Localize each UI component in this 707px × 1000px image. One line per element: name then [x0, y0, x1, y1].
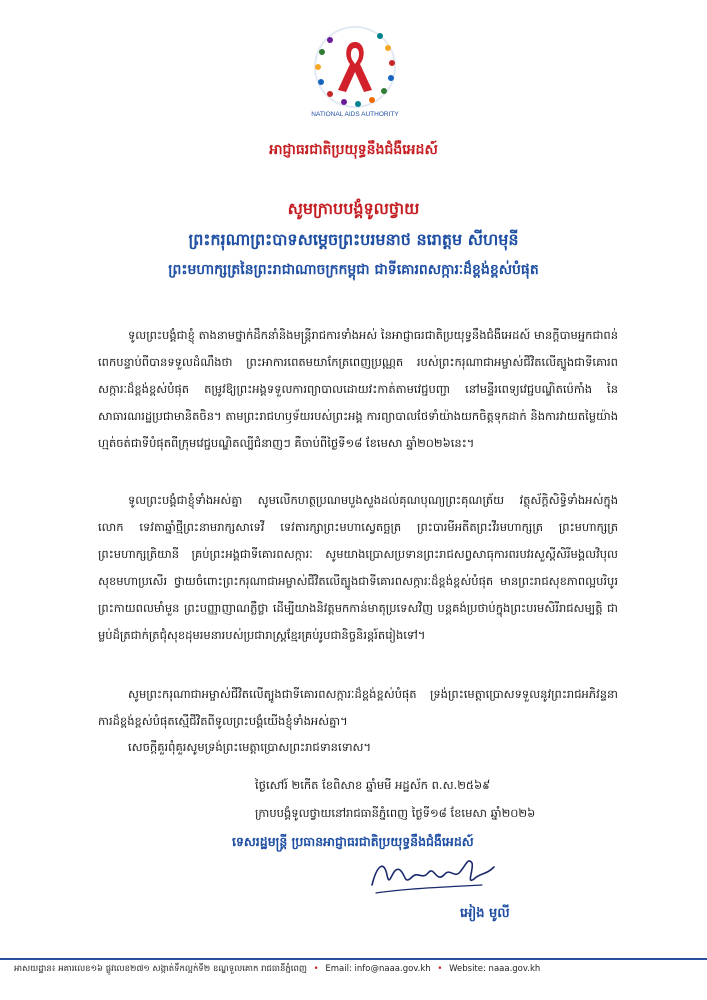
red-ribbon-icon [338, 42, 372, 92]
aids-ribbon-logo-icon [300, 12, 410, 122]
bullet-icon: • [313, 964, 319, 974]
salutation-line: សូមក្រាបបង្គំទូលថ្វាយ [287, 199, 420, 218]
organization-name: អាជ្ញាធរជាតិប្រយុទ្ធនឹងជំងឺអេដស៍ [269, 142, 438, 158]
footer-contact [14, 964, 704, 976]
footer-website[interactable]: Website: naaa.gov.kh [449, 964, 541, 974]
body-paragraph-1: ទូលព្រះបង្គំជាខ្ញុំ តាងនាមថ្នាក់ដឹកនាំនិងមន្ត្រីរាជការទាំងអស់ នៃអាជ្ញាធរជាតិប្រយុទ្ធនឹងជំងឺអេដស៍ មានក្ដីបាមអ្នកជាពន់ពេកបន្ទាប់ពីបានទទួលដំណឹងថា ព្រះអាការពេតមយាកែត្រពេញប្រណ្ណត របស់ព្រះករុណាជាអម្ចាស់ជីវិតលើត្បូងជាទីគោរពសក្ការៈដ៏ខ្ពង់ខ្ពស់បំផុត តម្រូវឱ្យព្រះអង្គទទួលការព្យាបាលដោយវះកាត់តាមវេជ្ជបញ្ជា នៅមន្ទីរពេទ្យវេជ្ជបណ្ឌិតប៉េកាំង នៃសាធារណរដ្ឋប្រជាមានិតចិន។ តាមព្រះរាជហឫទ័យរបស់ព្រះអង្គ ការព្យាបាលថែទាំយ៉ាងយកចិត្តទុកដាក់ និងការវាយតម្លៃយ៉ាងហ្មត់ចត់ជាទីបំផុតពីក្រុមវេជ្ជបណ្ឌិតល្បីជំនាញៗ គឺចាប់ពីថ្ងៃទី១៨ ខែមេសា ឆ្នាំ២០២៦នេះ។ [98, 328, 618, 450]
footer-divider [0, 958, 707, 960]
logo-caption: NATIONAL AIDS AUTHORITY [311, 111, 399, 118]
body-paragraph-2: ទូលព្រះបង្គំជាខ្ញុំទាំងអស់គ្នា សូមលើកហត្ថប្រណមបួងសួងដល់គុណបុណ្យព្រះគុណត្រ័យ វត្ថុស័ក្ដិសិទ្ធិទាំងអស់ក្នុងលោក ទេវតាឆ្នាំថ្មីព្រះនាមរាក្សសាទេវី ទេវតារក្សាព្រះមហាស្វេតច្ឆត្រ ព្រះបារមីអតីតព្រះវីរមហាក្សត្រ ព្រះមហាក្សត្រ ព្រះមហាក្សត្រិយានី គ្រប់ព្រះអង្គជាទីគោរពសក្ការៈ សូមយាងប្រោសប្រទានព្រះរាជសព្វសាធុការពរបវរសួស្ដីសិរីមង្គលវិបុលសុខមហាប្រសើរ ថ្វាយចំពោះព្រះករុណាជាអម្ចាស់ជីវិតលើត្បូងជាទីគោរពសក្ការៈដ៏ខ្ពង់ខ្ពស់បំផុត មានព្រះរាជសុខភាពល្អបរិបូរ ព្រះកាយពលមាំមួន ព្រះបញ្ញាញាណភ្លឺថ្លា ដើម្បីយាងនិវត្តមកកាន់មាតុប្រទេសវិញ បន្តគង់ប្រថាប់ក្នុងព្រះបរមសិរីរាជសម្បត្តិ ជាម្លប់ដ៏ត្រជាក់ត្រជុំសុខដុមរមនារបស់ប្រជារាស្ត្រខ្មែរគ្រប់រូបជានិច្ចនិរន្តរ៍តរៀងទៅ។ [98, 493, 618, 642]
recipient-honorific-line: ព្រះមហាក្សត្រនៃព្រះរាជាណាចក្រកម្ពុជា ជាទីគោរពសក្ការៈដ៏ខ្ពង់ខ្ពស់បំផុត [168, 262, 539, 278]
footer-address: អាសយដ្ឋាន៖ អគារលេខ១៦ ផ្លូវលេខ២៧១ សង្កាត់ទឹកល្អក់ទី២ ខណ្ឌទួលគោក រាជធានីភ្នំពេញ [14, 964, 307, 974]
place-and-date: ក្រាបបង្គំទូលថ្វាយនៅរាជធានីភ្នំពេញ ថ្ងៃទី១៨ ខែមេសា ឆ្នាំ២០២៦ [255, 806, 536, 820]
body-paragraph-3: សូមព្រះករុណាជាអម្ចាស់ជីវិតលើត្បូងជាទីគោរពសក្ការៈដ៏ខ្ពង់ខ្ពស់បំផុត ទ្រង់ព្រះមេត្តាប្រោសទទួលនូវព្រះរាជអភិវន្ទនាការដ៏ខ្ពង់ខ្ពស់បំផុតស្មើជីវិតពីទូលព្រះបង្គំយើងខ្ញុំទាំងអស់គ្នា។ [98, 687, 618, 728]
national-aids-authority-logo [300, 12, 410, 122]
lunar-date: ថ្ងៃសៅរ៍ ២កើត ខែពិសាខ ឆ្នាំមមី អដ្ឋស័ក ព.ស.២៥៦៩ [255, 778, 491, 792]
signer-name: អៀង មូលី [460, 906, 510, 921]
recipient-title-line: ព្រះករុណាព្រះបាទសម្តេចព្រះបរមនាថ នរោត្តម សីហមុនី [188, 230, 519, 249]
body-paragraph-4: សេចក្ដីគួរពុំគួរសូមទ្រង់ព្រះមេត្តាប្រោសព្រះរាជទានទោស។ [128, 740, 372, 754]
signer-title: ទេសរដ្ឋមន្ត្រី ប្រធានអាជ្ញាធរជាតិប្រយុទ្ធនឹងជំងឺអេដស៍ [232, 834, 474, 849]
footer-email[interactable]: Email: info@naaa.gov.kh [325, 964, 431, 974]
handwritten-signature [362, 845, 512, 905]
bullet-icon: • [437, 964, 443, 974]
